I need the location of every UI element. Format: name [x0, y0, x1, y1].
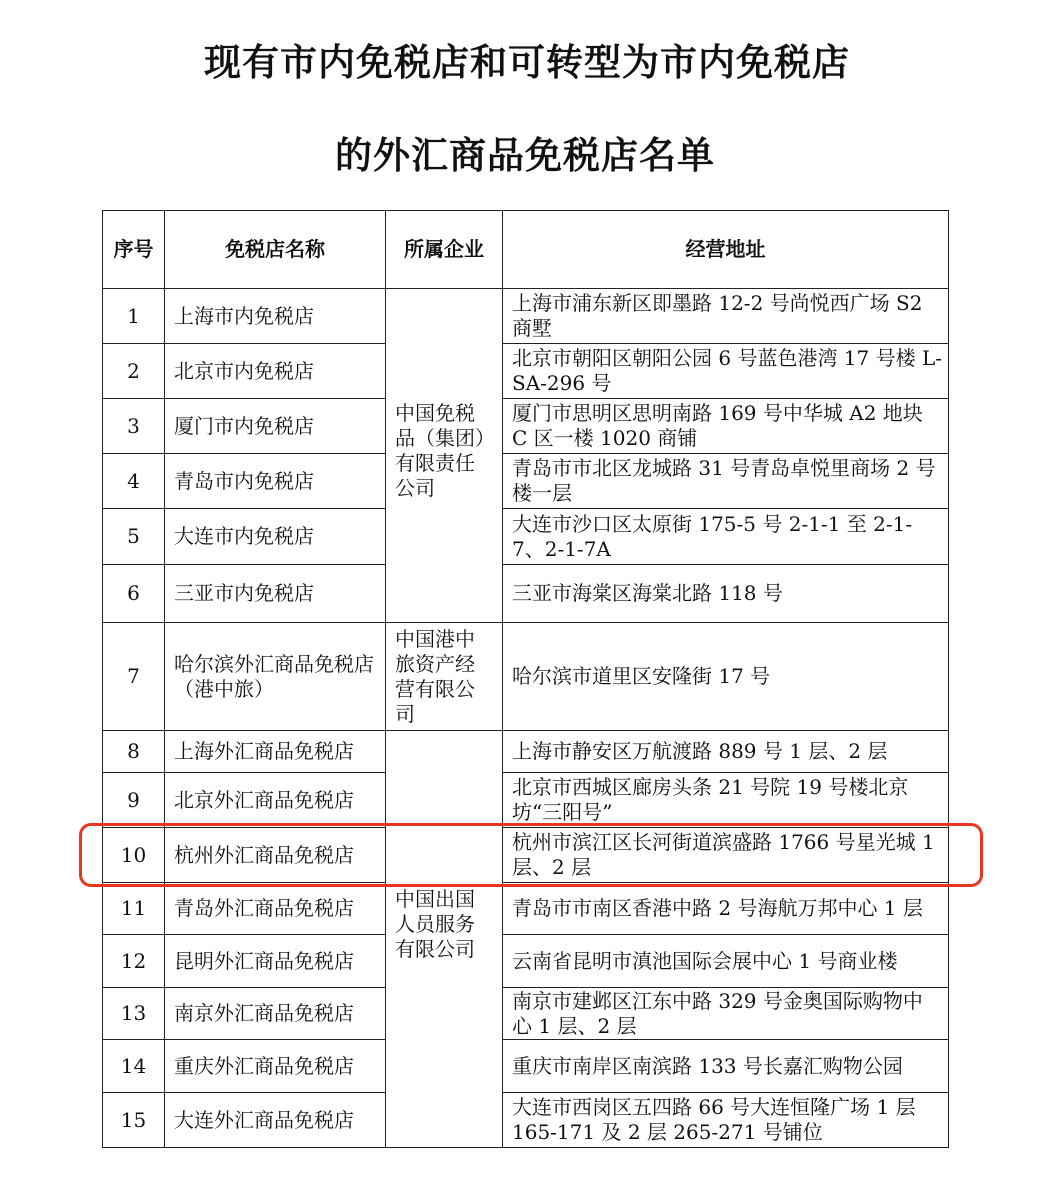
header-name: 免税店名称 [165, 211, 386, 289]
table-row [103, 509, 949, 565]
header-seq: 序号 [103, 211, 165, 289]
row-address: 青岛市市南区香港中路 2 号海航万邦中心 1 层 [503, 883, 949, 935]
row-seq: 3 [103, 399, 165, 454]
row-seq: 9 [103, 773, 165, 828]
row-store-name: 哈尔滨外汇商品免税店（港中旅） [165, 623, 386, 731]
row-seq: 11 [103, 883, 165, 935]
row-address: 上海市静安区万航渡路 889 号 1 层、2 层 [503, 731, 949, 773]
row-seq: 6 [103, 565, 165, 623]
row-store-name: 青岛市内免税店 [165, 454, 386, 509]
row-address: 云南省昆明市滇池国际会展中心 1 号商业楼 [503, 935, 949, 988]
row-seq: 15 [103, 1093, 165, 1148]
table-row [103, 289, 949, 344]
row-address: 杭州市滨江区长河街道滨盛路 1766 号星光城 1 层、2 层 [503, 828, 949, 883]
row-address: 青岛市市北区龙城路 31 号青岛卓悦里商场 2 号楼一层 [503, 454, 949, 509]
row-enterprise: 中国出国人员服务有限公司 [386, 731, 503, 1148]
row-enterprise: 中国港中旅资产经营有限公司 [386, 623, 503, 731]
table-row [103, 773, 949, 828]
table-row [103, 1093, 949, 1148]
row-store-name: 南京外汇商品免税店 [165, 988, 386, 1040]
table-row [103, 935, 949, 988]
header-address: 经营地址 [503, 211, 949, 289]
row-store-name: 上海外汇商品免税店 [165, 731, 386, 773]
row-store-name: 大连市内免税店 [165, 509, 386, 565]
table-row [103, 1040, 949, 1093]
table-row [103, 623, 949, 731]
row-address: 上海市浦东新区即墨路 12-2 号尚悦西广场 S2 商墅 [503, 289, 949, 344]
row-address: 大连市西岗区五四路 66 号大连恒隆广场 1 层 165-171 及 2 层 265-271 号铺位 [503, 1093, 949, 1148]
row-store-name: 杭州外汇商品免税店 [165, 828, 386, 883]
row-address: 南京市建邺区江东中路 329 号金奥国际购物中心 1 层、2 层 [503, 988, 949, 1040]
row-address: 重庆市南岸区南滨路 133 号长嘉汇购物公园 [503, 1040, 949, 1093]
row-seq: 14 [103, 1040, 165, 1093]
row-address: 厦门市思明区思明南路 169 号中华城 A2 地块 C 区一楼 1020 商铺 [503, 399, 949, 454]
row-store-name: 青岛外汇商品免税店 [165, 883, 386, 935]
row-seq: 12 [103, 935, 165, 988]
row-store-name: 重庆外汇商品免税店 [165, 1040, 386, 1093]
row-store-name: 三亚市内免税店 [165, 565, 386, 623]
row-seq: 4 [103, 454, 165, 509]
table-header-row [103, 211, 949, 289]
table-row [103, 883, 949, 935]
row-store-name: 大连外汇商品免税店 [165, 1093, 386, 1148]
duty-free-store-table [102, 210, 949, 1148]
row-address: 北京市朝阳区朝阳公园 6 号蓝色港湾 17 号楼 L-SA-296 号 [503, 344, 949, 399]
row-seq: 7 [103, 623, 165, 731]
header-enterprise: 所属企业 [386, 211, 503, 289]
row-store-name: 北京外汇商品免税店 [165, 773, 386, 828]
table-row [103, 731, 949, 773]
row-store-name: 北京市内免税店 [165, 344, 386, 399]
row-seq: 1 [103, 289, 165, 344]
row-store-name: 昆明外汇商品免税店 [165, 935, 386, 988]
row-seq: 13 [103, 988, 165, 1040]
table-row [103, 565, 949, 623]
table-row [103, 828, 949, 883]
row-enterprise: 中国免税品（集团）有限责任公司 [386, 289, 503, 623]
row-seq: 5 [103, 509, 165, 565]
table-row [103, 454, 949, 509]
row-address: 三亚市海棠区海棠北路 118 号 [503, 565, 949, 623]
row-seq: 8 [103, 731, 165, 773]
table-row [103, 988, 949, 1040]
page-title-line2: 的外汇商品免税店名单 [335, 134, 715, 177]
row-store-name: 上海市内免税店 [165, 289, 386, 344]
row-seq: 2 [103, 344, 165, 399]
row-seq: 10 [103, 828, 165, 883]
table-row [103, 344, 949, 399]
page-title-line1: 现有市内免税店和可转型为市内免税店 [204, 41, 850, 84]
row-address: 北京市西城区廊房头条 21 号院 19 号楼北京坊“三阳号” [503, 773, 949, 828]
table-row [103, 399, 949, 454]
row-store-name: 厦门市内免税店 [165, 399, 386, 454]
row-address: 哈尔滨市道里区安隆街 17 号 [503, 623, 949, 731]
row-address: 大连市沙口区太原街 175-5 号 2-1-1 至 2-1-7、2-1-7A [503, 509, 949, 565]
